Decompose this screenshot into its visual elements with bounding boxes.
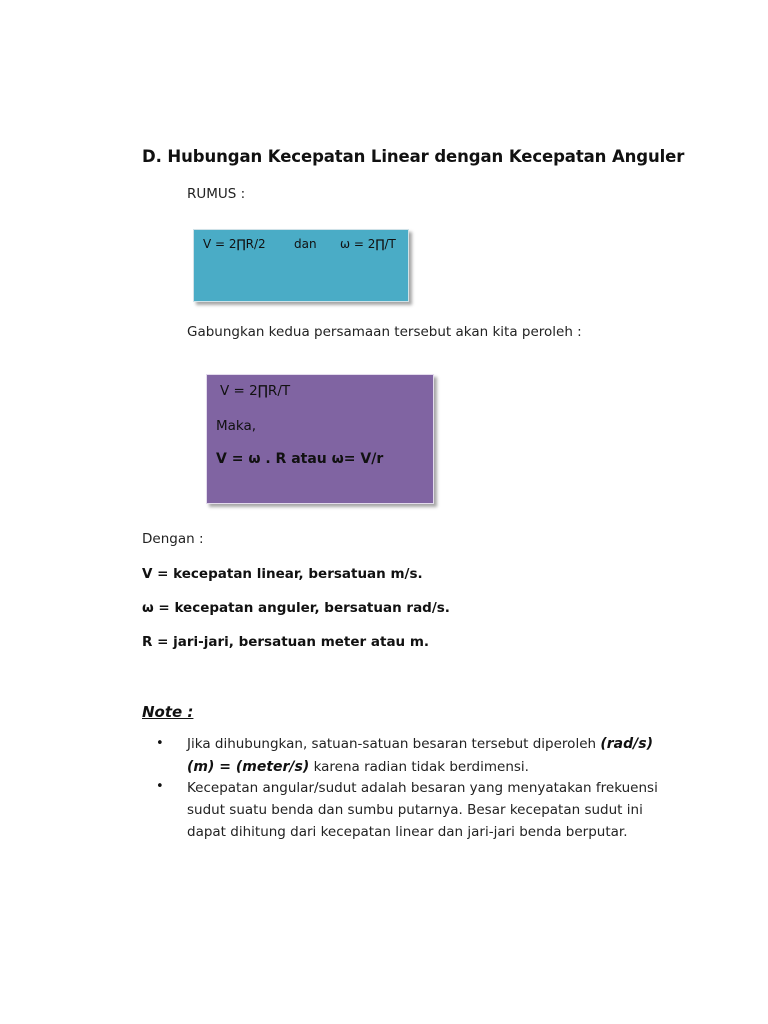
formula-velocity: V = 2∏R/2: [203, 237, 266, 251]
formula-box: [193, 229, 409, 302]
definitions-intro: Dengan :: [142, 531, 204, 547]
combined-maka-label: Maka,: [216, 418, 257, 434]
combined-result-formula: V = ω . R atau ω= V/r: [216, 451, 384, 467]
note-bullet2-line3: dapat dihitung dari kecepatan linear dan jari-jari benda berputar.: [187, 824, 628, 840]
combined-velocity-formula: V = 2∏R/T: [220, 383, 291, 399]
note-bullet1-line2: [187, 759, 529, 775]
section-heading: D. Hubungan Kecepatan Linear dengan Kecepatan Anguler: [142, 147, 685, 166]
definition-velocity: V = kecepatan linear, bersatuan m/s.: [142, 566, 423, 582]
definition-omega: ω = kecepatan anguler, bersatuan rad/s.: [142, 600, 450, 616]
note-title: Note :: [142, 703, 194, 721]
bullet-marker: •: [156, 736, 164, 751]
note-bullet1-text: Jika dihubungkan, satuan-satuan besaran tersebut diperoleh: [187, 736, 601, 752]
formula-connector: dan: [294, 237, 317, 251]
note-bullet1-text-2: karena radian tidak berdimensi.: [309, 759, 529, 775]
note-bullet1-emphasis: (rad/s): [600, 736, 653, 752]
definition-radius: R = jari-jari, bersatuan meter atau m.: [142, 634, 430, 650]
note-bullet2-line2: sudut suatu benda dan sumbu putarnya. Besar kecepatan sudut ini: [187, 802, 643, 818]
combine-intro: Gabungkan kedua persamaan tersebut akan kita peroleh :: [187, 324, 582, 340]
note-bullet1-emphasis-2: (m) = (meter/s): [187, 759, 310, 775]
note-bullet1-line1: [187, 736, 653, 752]
combined-formula-box: [206, 374, 434, 504]
bullet-marker: •: [156, 779, 164, 794]
rumus-label: RUMUS :: [187, 186, 246, 202]
formula-omega: ω = 2∏/T: [340, 237, 396, 251]
note-bullet2-line1: Kecepatan angular/sudut adalah besaran yang menyatakan frekuensi: [187, 780, 658, 796]
